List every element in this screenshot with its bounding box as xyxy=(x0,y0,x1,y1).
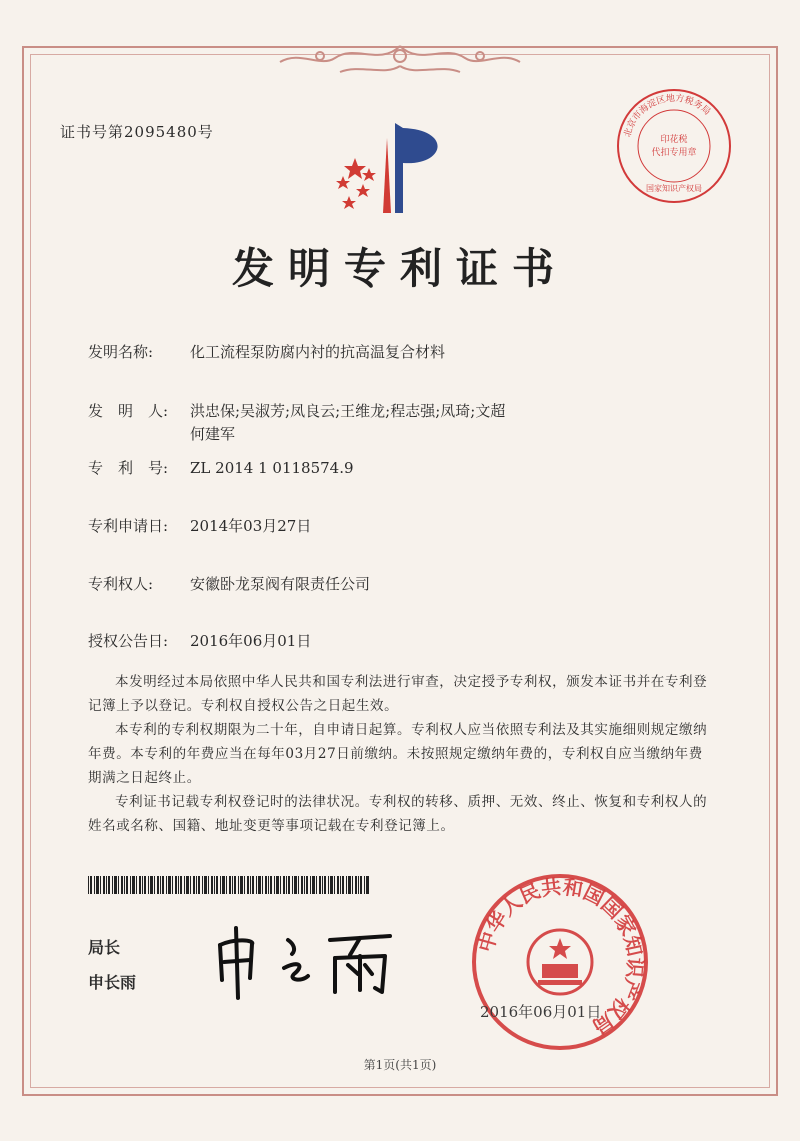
tax-stamp-seal-icon xyxy=(615,87,733,205)
grant-date-label: 授权公告日: xyxy=(88,632,169,650)
svg-text:中华人民共和国国家知识产权局: 中华人民共和国国家知识产权局 xyxy=(473,874,648,1040)
patentee-label: 专利权人: xyxy=(88,575,154,593)
certificate-number: 证书号第2095480号 xyxy=(60,123,214,141)
invention-name-value: 化工流程泵防腐内衬的抗高温复合材料 xyxy=(190,343,446,361)
application-date-label: 专利申请日: xyxy=(88,517,169,535)
invention-name-row xyxy=(88,341,445,362)
director-title: 局长 xyxy=(88,938,121,957)
inventors-label: 发 明 人: xyxy=(88,402,169,420)
application-date-row xyxy=(88,515,311,536)
inventors-value: 洪忠保;吴淑芳;凤良云;王维龙;程志强;凤琦;文超 xyxy=(190,402,506,420)
invention-name-label: 发明名称: xyxy=(88,343,154,361)
svg-text:代扣专用章: 代扣专用章 xyxy=(651,148,697,158)
certificate-body-text xyxy=(88,670,708,838)
svg-text:国家知识产权局: 国家知识产权局 xyxy=(646,184,702,193)
inventors-value-line2: 何建军 xyxy=(190,425,236,443)
grant-date-row xyxy=(88,630,311,651)
sipo-logo-icon xyxy=(325,118,465,223)
sipo-official-seal-icon xyxy=(470,872,650,1052)
body-paragraph: 本专利的专利权期限为二十年，自申请日起算。专利权人应当依照专利法及其实施细则规定缴纳年费。本专利的年费应当在每年03月27日前缴纳。未按照规定缴纳年费的，专利权自应当缴纳年费期满之日起终止。 xyxy=(88,722,708,786)
patent-number-value: ZL 2014 1 0118574.9 xyxy=(190,459,354,477)
body-paragraph: 专利证书记载专利权登记时的法律状况。专利权的转移、质押、无效、终止、恢复和专利权人的姓名或名称、国籍、地址变更等事项记载在专利登记簿上。 xyxy=(88,794,708,834)
certificate-title: 发明专利证书 xyxy=(231,244,568,293)
issue-date: 2016年06月01日 xyxy=(480,1003,602,1021)
patent-number-label: 专 利 号: xyxy=(88,459,169,477)
inventors-row xyxy=(88,400,505,421)
body-paragraph: 本发明经过本局依照中华人民共和国专利法进行审查，决定授予专利权，颁发本证书并在专利登记簿上予以登记。专利权自授权公告之日起生效。 xyxy=(88,674,708,714)
svg-text:印花税: 印花税 xyxy=(660,135,688,145)
director-signature-icon xyxy=(210,910,400,1000)
barcode-icon xyxy=(88,876,370,894)
svg-text:北京市海淀区地方税务局: 北京市海淀区地方税务局 xyxy=(622,93,712,139)
director-name: 申长雨 xyxy=(88,973,137,992)
patent-number-row xyxy=(88,457,354,478)
patentee-row xyxy=(88,573,370,594)
application-date-value: 2014年03月27日 xyxy=(190,517,312,535)
grant-date-value: 2016年06月01日 xyxy=(190,632,312,650)
page-number: 第1页(共1页) xyxy=(363,1058,437,1072)
top-ornament-icon xyxy=(260,36,540,80)
patentee-value: 安徽卧龙泵阀有限责任公司 xyxy=(190,575,371,593)
